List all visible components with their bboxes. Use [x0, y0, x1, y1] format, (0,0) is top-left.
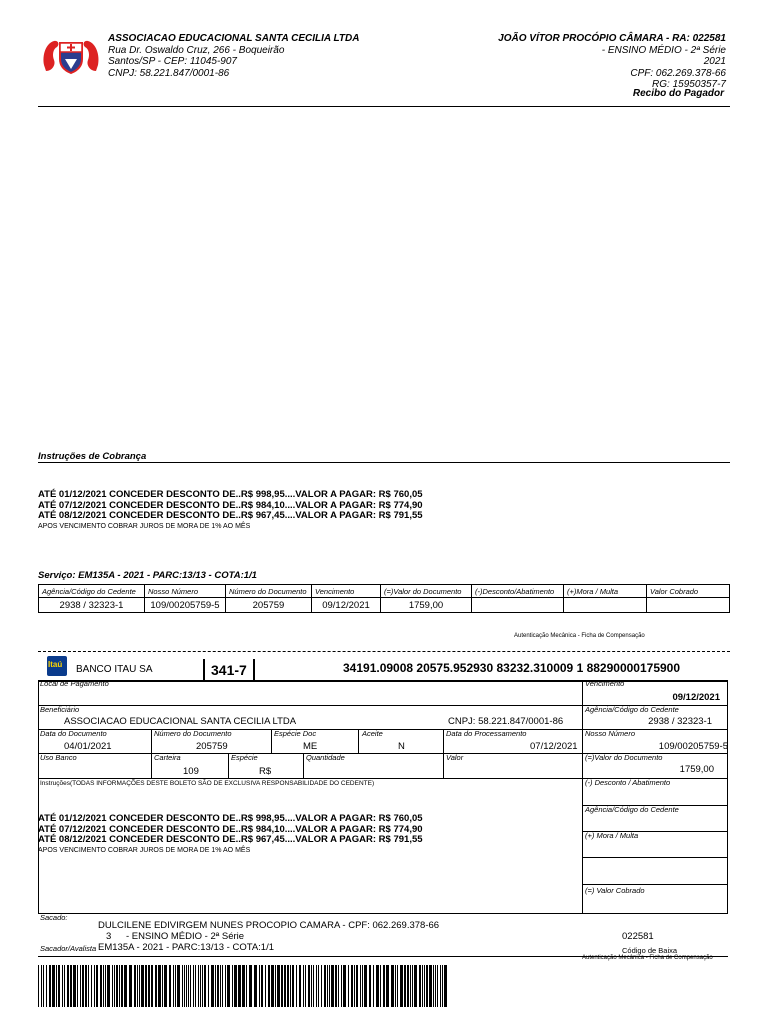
data-processamento-label: Data do Processamento [446, 729, 527, 738]
barcode-bar [318, 965, 319, 1007]
barcode-bar [139, 965, 140, 1007]
barcode-bar [249, 965, 252, 1007]
barcode-bar [329, 965, 330, 1007]
barcode-bar [234, 965, 237, 1007]
barcode-bar [277, 965, 280, 1007]
slip-col [358, 729, 359, 753]
barcode-bar [195, 965, 196, 1007]
barcode-bar [64, 965, 65, 1007]
service-table [38, 584, 730, 613]
barcode-bar [175, 965, 176, 1007]
barcode-bar [391, 965, 394, 1007]
barcode-bar [397, 965, 398, 1007]
especie-doc-value: ME [303, 741, 318, 752]
barcode-bar [82, 965, 84, 1007]
service-line [38, 570, 257, 581]
barcode-bar [369, 965, 371, 1007]
barcode-bar [400, 965, 403, 1007]
barcode-bar [305, 965, 306, 1007]
barcode-bar [49, 965, 51, 1007]
school-cnpj: CNPJ: 58.221.847/0001-86 [108, 67, 230, 79]
barcode-bar [362, 965, 363, 1007]
auth-top: Autenticação Mecânica - Ficha de Compensação [514, 633, 645, 639]
valor-label: Valor [446, 753, 464, 762]
barcode-bar [141, 965, 144, 1007]
barcode-bar [200, 965, 201, 1007]
barcode-bar [112, 965, 113, 1007]
barcode-bar [311, 965, 312, 1007]
slip-right-border [727, 680, 728, 913]
instructions-block [38, 490, 423, 532]
barcode-bar [145, 965, 147, 1007]
service-cell: 1759,00 [381, 598, 472, 613]
barcode-bar [94, 965, 95, 1007]
receipt-title: Recibo do Pagador [632, 88, 724, 99]
barcode-bar [80, 965, 81, 1007]
barcode-bar [155, 965, 157, 1007]
barcode-bar [184, 965, 185, 1007]
barcode-bar [265, 965, 266, 1007]
slip-top-line [38, 680, 728, 682]
school-info [108, 33, 359, 79]
barcode-bar [327, 965, 328, 1007]
barcode-bar [419, 965, 421, 1007]
barcode-bar [182, 965, 183, 1007]
barcode-bar [56, 965, 57, 1007]
barcode-bar [412, 965, 413, 1007]
especie-value: R$ [259, 766, 272, 777]
barcode-bar [422, 965, 423, 1007]
service-table-row [39, 598, 730, 613]
valor-documento-value: 1759,00 [679, 764, 714, 775]
service-cell: 205759 [226, 598, 312, 613]
beneficiario-label: Beneficiário [40, 705, 80, 714]
service-cell: 2938 / 32323-1 [39, 598, 145, 613]
barcode-bar [290, 965, 291, 1007]
service-header-cell: Vencimento [312, 585, 381, 598]
barcode-bar [440, 965, 441, 1007]
barcode-bar [331, 965, 334, 1007]
slip-right-column-line [582, 680, 583, 913]
barcode-bar [211, 965, 214, 1007]
auth-bottom: Autenticação Mecânica - Ficha de Compensação [582, 955, 713, 961]
barcode-bar [164, 965, 167, 1007]
barcode-bar [433, 965, 434, 1007]
student-year: 2021 [703, 56, 726, 67]
barcode-bar [43, 965, 44, 1007]
school-name: ASSOCIACAO EDUCACIONAL SANTA CECILIA LTDA [108, 33, 360, 44]
barcode-bar [227, 965, 230, 1007]
instruction-line: ATÉ 07/12/2021 CONCEDER DESCONTO DE..R$ 984,10....VALOR A PAGAR: R$ 774,90 [38, 499, 423, 511]
barcode-bar [193, 965, 194, 1007]
barcode-bar [208, 965, 209, 1007]
instruction-line: ATÉ 08/12/2021 CONCEDER DESCONTO DE..R$ 967,45....VALOR A PAGAR: R$ 791,55 [38, 510, 423, 521]
header-divider [38, 106, 730, 107]
bank-logo [47, 656, 67, 676]
barcode-bar [148, 965, 150, 1007]
mora-label: (+) Mora / Multa [585, 831, 639, 840]
barcode-bar [62, 965, 63, 1007]
barcode-bar [351, 965, 353, 1007]
numero-documento-label: Número do Documento [154, 729, 232, 738]
sacado-line2-num: 3 [106, 931, 112, 942]
aceite-label: Aceite [362, 729, 383, 738]
instruction-note: APOS VENCIMENTO COBRAR JUROS DE MORA DE 1% AO MÊS [38, 522, 251, 530]
uso-banco-label: Uso Banco [40, 753, 77, 762]
instructions-title: Instruções de Cobrança [38, 451, 147, 462]
service-cell: 09/12/2021 [312, 598, 381, 613]
barcode-bar [52, 965, 55, 1007]
barcode-bar [41, 965, 42, 1007]
slip-instruction-line: ATÉ 08/12/2021 CONCEDER DESCONTO DE..R$ 967,45....VALOR A PAGAR: R$ 791,55 [38, 834, 423, 845]
beneficiario-value: ASSOCIACAO EDUCACIONAL SANTA CECILIA LTDA [64, 716, 297, 727]
barcode-bar [268, 965, 270, 1007]
barcode-bar [242, 965, 245, 1007]
sacado-label: Sacado: [40, 913, 68, 922]
service-header-cell: Número do Documento [226, 585, 312, 598]
barcode-bar [217, 965, 219, 1007]
barcode-bar [404, 965, 406, 1007]
service-header-cell: (=)Valor do Documento [381, 585, 472, 598]
bank-logo-text: Itaú [48, 660, 63, 669]
sacado-value: DULCILENE EDIVIRGEM NUNES PROCOPIO CAMARA - CPF: 062.269.378-66 [98, 920, 440, 931]
data-documento-value: 04/01/2021 [64, 741, 112, 752]
barcode-bar [313, 965, 314, 1007]
vencimento-value: 09/12/2021 [672, 692, 720, 703]
barcode-bar [232, 965, 233, 1007]
barcode-bar [129, 965, 132, 1007]
barcode-bar [225, 965, 226, 1007]
barcode-bar [67, 965, 69, 1007]
barcode-bar [407, 965, 409, 1007]
barcode-bar [238, 965, 241, 1007]
vencimento-label: Vencimento [585, 679, 625, 688]
barcode-bar [107, 965, 110, 1007]
barcode-bar [287, 965, 289, 1007]
slip-instruction-note: APOS VENCIMENTO COBRAR JUROS DE MORA DE 1% AO MÊS [38, 846, 251, 854]
barcode-bar [343, 965, 346, 1007]
barcode-bar [114, 965, 115, 1007]
slip-line [38, 913, 728, 914]
desconto-label: (-) Desconto / Abatimento [585, 778, 671, 787]
especie-doc-label: Espécie Doc [274, 729, 317, 738]
barcode-bar [77, 965, 78, 1007]
bank-code-left-border [203, 659, 205, 681]
sacador-label: Sacador/Avalista [40, 944, 97, 953]
barcode-bar [335, 965, 337, 1007]
service-cell: 109/00205759-5 [145, 598, 226, 613]
barcode-bar [435, 965, 436, 1007]
slip-line [582, 857, 728, 858]
barcode-bar [88, 965, 89, 1007]
local-pagamento-label: Local de Pagamento [40, 679, 109, 688]
barcode-bar [162, 965, 163, 1007]
service-header-cell: (+)Mora / Multa [564, 585, 647, 598]
sacado-line2: - ENSINO MÉDIO - 2ª Série [126, 931, 245, 942]
service-header-cell: Valor Cobrado [647, 585, 730, 598]
barcode-bar [215, 965, 216, 1007]
barcode-bar [222, 965, 223, 1007]
student-cpf: CPF: 062.269.378-66 [630, 67, 726, 79]
barcode-bar [158, 965, 161, 1007]
slip-instructions-block [38, 814, 423, 856]
barcode-bar [46, 965, 47, 1007]
barcode-bar [275, 965, 276, 1007]
nosso-numero-value: 109/00205759-5 [658, 741, 728, 752]
barcode-bar [58, 965, 60, 1007]
barcode-bar [246, 965, 247, 1007]
barcode-bar [292, 965, 294, 1007]
barcode-bar [38, 965, 39, 1007]
slip-left-border [38, 680, 39, 913]
barcode-bar [190, 965, 191, 1007]
barcode-bar [134, 965, 136, 1007]
numero-documento-value: 205759 [196, 741, 228, 752]
aceite-value: N [398, 741, 405, 752]
bank-code: 341-7 [211, 662, 247, 678]
slip-col [228, 753, 229, 778]
barcode-bar [303, 965, 304, 1007]
instrucoes-label: Instruções(TODAS INFORMAÇÕES DESTE BOLETO SÃO DE EXCLUSIVA RESPONSABILIDADE DO CEDENTE) [40, 780, 375, 787]
barcode-bar [373, 965, 374, 1007]
barcode-bar [348, 965, 349, 1007]
service-label: Serviço: [38, 570, 76, 581]
barcode-bar [299, 965, 301, 1007]
slip-instruction-line: ATÉ 07/12/2021 CONCEDER DESCONTO DE..R$ 984,10....VALOR A PAGAR: R$ 774,90 [38, 823, 423, 835]
barcode-bar [103, 965, 104, 1007]
barcode-bar [105, 965, 106, 1007]
barcode-bar [220, 965, 221, 1007]
barcode-bar [281, 965, 283, 1007]
school-address: Rua Dr. Oswaldo Cruz, 266 - Boqueirão [108, 44, 285, 56]
barcode-bar [414, 965, 417, 1007]
instruction-line: ATÉ 01/12/2021 CONCEDER DESCONTO DE..R$ 998,95....VALOR A PAGAR: R$ 760,05 [38, 489, 423, 500]
digitable-line: 34191.09008 20575.952930 83232.310009 1 88290000175900 [343, 661, 681, 675]
slip-line [582, 884, 728, 885]
service-cell [647, 598, 730, 613]
barcode-bar [356, 965, 358, 1007]
service-header-cell: Nosso Número [145, 585, 226, 598]
barcode-bar [186, 965, 187, 1007]
carteira-label: Carteira [154, 753, 181, 762]
cut-line [38, 651, 730, 652]
carteira-value: 109 [183, 766, 199, 777]
barcode-bar [173, 965, 174, 1007]
barcode-bar [338, 965, 339, 1007]
barcode-bar [124, 965, 127, 1007]
barcode-bar [386, 965, 389, 1007]
service-header-cell: (-)Desconto/Abatimento [472, 585, 564, 598]
slip-col [151, 729, 152, 778]
barcode-bar [395, 965, 396, 1007]
especie-label: Espécie [231, 753, 258, 762]
barcode-bar [121, 965, 123, 1007]
barcode-bar [271, 965, 274, 1007]
codigo-baixa-label: Código de Baixa [622, 946, 678, 955]
barcode-bar [284, 965, 286, 1007]
barcode-bar [316, 965, 317, 1007]
barcode-bar [85, 965, 87, 1007]
agencia-label: Agência/Código do Cedente [585, 705, 679, 714]
beneficiario-cnpj: CNPJ: 58.221.847/0001-86 [448, 716, 564, 727]
barcode-bar [429, 965, 432, 1007]
barcode-bar [380, 965, 381, 1007]
valor-cobrado-label: (=) Valor Cobrado [585, 886, 645, 895]
barcode-bar [437, 965, 438, 1007]
barcode-bar [198, 965, 199, 1007]
barcode-bar [91, 965, 92, 1007]
bank-code-right-border [253, 659, 255, 681]
service-table-header [39, 585, 730, 598]
slip-col [443, 729, 444, 778]
barcode-bar [364, 965, 367, 1007]
instructions-divider [38, 462, 730, 463]
barcode-bar [383, 965, 385, 1007]
service-cell [472, 598, 564, 613]
agencia-value: 2938 / 32323-1 [648, 716, 712, 727]
barcode-bar [73, 965, 76, 1007]
barcode-bar [188, 965, 189, 1007]
service-value: EM135A - 2021 - PARC:13/13 - COTA:1/1 [78, 570, 257, 581]
school-logo [40, 35, 102, 77]
barcode-bar [444, 965, 447, 1007]
barcode-bar [324, 965, 326, 1007]
barcode-bar [410, 965, 411, 1007]
school-city: Santos/SP - CEP: 11045-907 [108, 56, 237, 67]
barcode-bar [70, 965, 72, 1007]
barcode-bar [426, 965, 428, 1007]
barcode-bar [119, 965, 120, 1007]
slip-col [271, 729, 272, 753]
barcode [38, 965, 448, 1007]
data-processamento-value: 07/12/2021 [530, 741, 578, 752]
barcode-bar [261, 965, 263, 1007]
valor-documento-label: (=)Valor do Documento [585, 753, 663, 762]
barcode-bar [259, 965, 260, 1007]
agencia2-label: Agência/Código do Cedente [585, 805, 679, 814]
barcode-bar [151, 965, 153, 1007]
ra-value: 022581 [622, 931, 654, 942]
barcode-bar [137, 965, 138, 1007]
barcode-bar [442, 965, 443, 1007]
service-cell [564, 598, 647, 613]
barcode-bar [100, 965, 102, 1007]
service-header-cell: Agência/Código do Cedente [39, 585, 145, 598]
student-info [498, 33, 726, 91]
barcode-bar [376, 965, 379, 1007]
barcode-bar [202, 965, 203, 1007]
barcode-bar [96, 965, 98, 1007]
barcode-bar [254, 965, 257, 1007]
barcode-bar [424, 965, 425, 1007]
barcode-bar [341, 965, 342, 1007]
slip-instruction-line: ATÉ 01/12/2021 CONCEDER DESCONTO DE..R$ 998,95....VALOR A PAGAR: R$ 760,05 [38, 813, 423, 824]
barcode-bar [354, 965, 355, 1007]
student-course: - ENSINO MÉDIO - 2ª Série [601, 44, 726, 56]
quantidade-label: Quantidade [306, 753, 345, 762]
barcode-bar [169, 965, 171, 1007]
barcode-bar [360, 965, 361, 1007]
barcode-bar [204, 965, 206, 1007]
student-name: JOÃO VÍTOR PROCÓPIO CÂMARA - RA: 022581 [498, 33, 726, 44]
student-rg: RG: 15950357-7 [652, 79, 726, 90]
data-documento-label: Data do Documento [40, 729, 107, 738]
slip-col [303, 753, 304, 778]
barcode-bar [321, 965, 322, 1007]
barcode-bar [308, 965, 310, 1007]
barcode-bar [177, 965, 180, 1007]
barcode-bar [116, 965, 118, 1007]
barcode-bar [296, 965, 297, 1007]
nosso-numero-label: Nosso Número [585, 729, 636, 738]
bank-name: BANCO ITAU SA [76, 664, 153, 675]
sacador-value: EM135A - 2021 - PARC:13/13 - COTA:1/1 [98, 942, 275, 953]
